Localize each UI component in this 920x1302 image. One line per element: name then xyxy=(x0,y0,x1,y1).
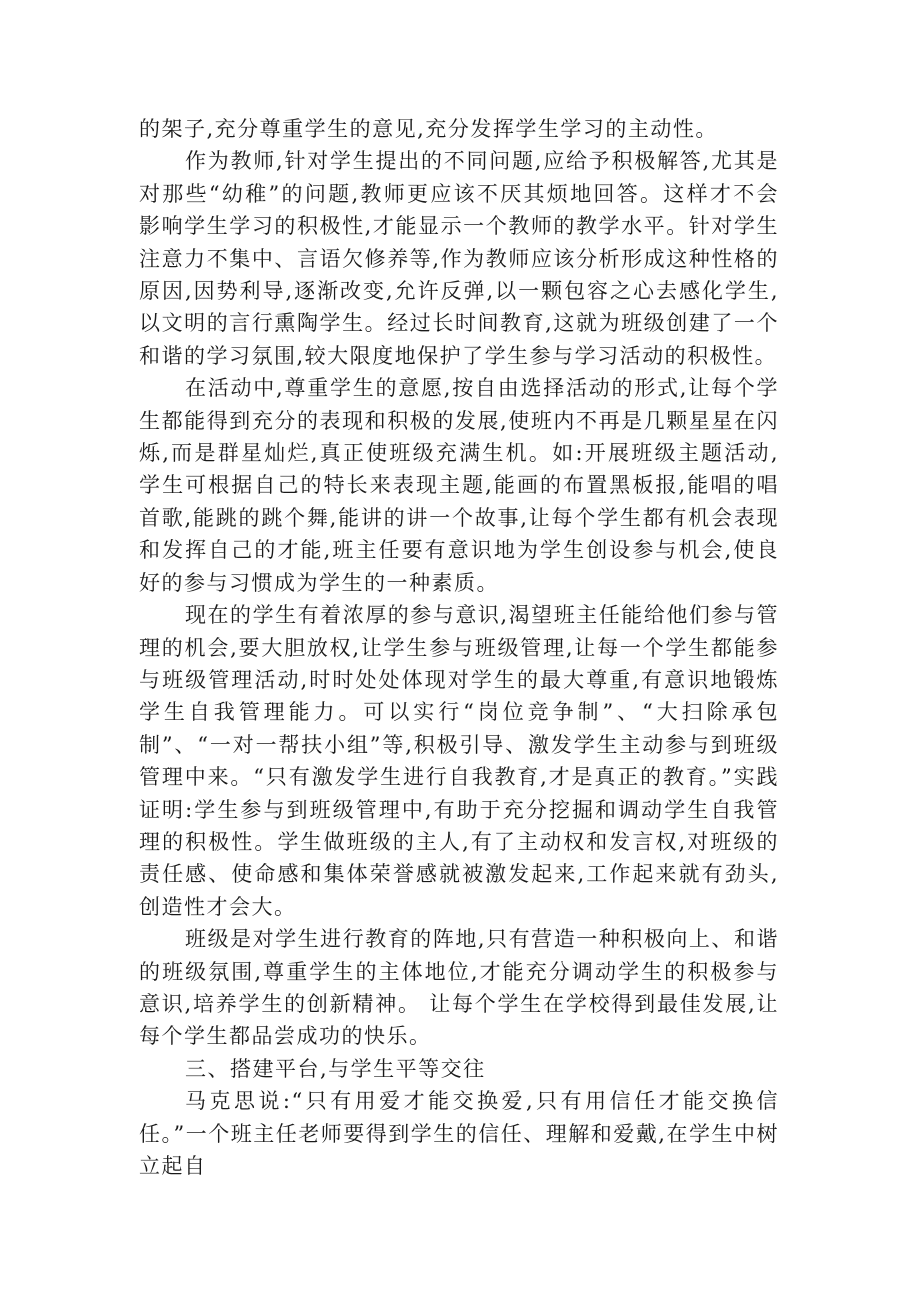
section-heading: 三、搭建平台,与学生平等交往 xyxy=(185,1056,486,1081)
document-body xyxy=(139,113,779,1182)
paragraph-activities: 在活动中,尊重学生的意愿,按自由选择活动的形式,让每个学生都能得到充分的表现和积极的发展,使班内不再是几颗星星在闪烁,而是群星灿烂,真正使班级充满生机。如:开展班级主题活动,学生可根据自己的特长来表现主题,能画的布置黑板报,能唱的唱首歌,能跳的跳个舞,能讲的讲一个故事,让每个学生都有机会表现和发挥自己的才能,班主任要有意识地为学生创设参与机会,使良好的参与习惯成为学生的一种素质。 xyxy=(139,376,779,595)
paragraph-class-management: 现在的学生有着浓厚的参与意识,渴望班主任能给他们参与管理的机会,要大胆放权,让学生参与班级管理,让每一个学生都能参与班级管理活动,时时处处体现对学生的最大尊重,有意识地锻炼学生自我管理能力。可以实行“岗位竞争制”、“大扫除承包制”、“一对一帮扶小组”等,积极引导、激发学生主动参与到班级管理中来。“只有激发学生进行自我教育,才是真正的教育。”实践证明:学生参与到班级管理中,有助于充分挖掘和调动学生自我管理的积极性。学生做班级的主人,有了主动权和发言权,对班级的责任感、使命感和集体荣誉感就被激发起来,工作起来就有劲头,创造性才会大。 xyxy=(139,603,779,919)
paragraph-teacher-answers: 作为教师,针对学生提出的不同问题,应给予积极解答,尤其是对那些“幼稚”的问题,教师更应该不厌其烦地回答。这样才不会影响学生学习的积极性,才能显示一个教师的教学水平。针对学生注意力不集中、言语欠修养等,作为教师应该分析形成这种性格的原因,因势利导,逐渐改变,允许反弹,以一颗包容之心去感化学生,以文明的言行熏陶学生。经过长时间教育,这就为班级创建了一个和谐的学习氛围,较大限度地保护了学生参与学习活动的积极性。 xyxy=(139,149,779,368)
paragraph-continuation: 的架子,充分尊重学生的意见,充分发挥学生学习的主动性。 xyxy=(139,117,718,141)
paragraph-class-atmosphere: 班级是对学生进行教育的阵地,只有营造一种积极向上、和谐的班级氛围,尊重学生的主体地位,才能充分调动学生的积极参与意识,培养学生的创新精神。 让每个学生在学校得到最佳发展,让每个学生都品尝成功的快乐。 xyxy=(139,927,779,1049)
paragraph-marx-quote: 马克思说:“只有用爱才能交换爱,只有用信任才能交换信任。”一个班主任老师要得到学生的信任、理解和爱戴,在学生中树立起自 xyxy=(139,1089,779,1178)
